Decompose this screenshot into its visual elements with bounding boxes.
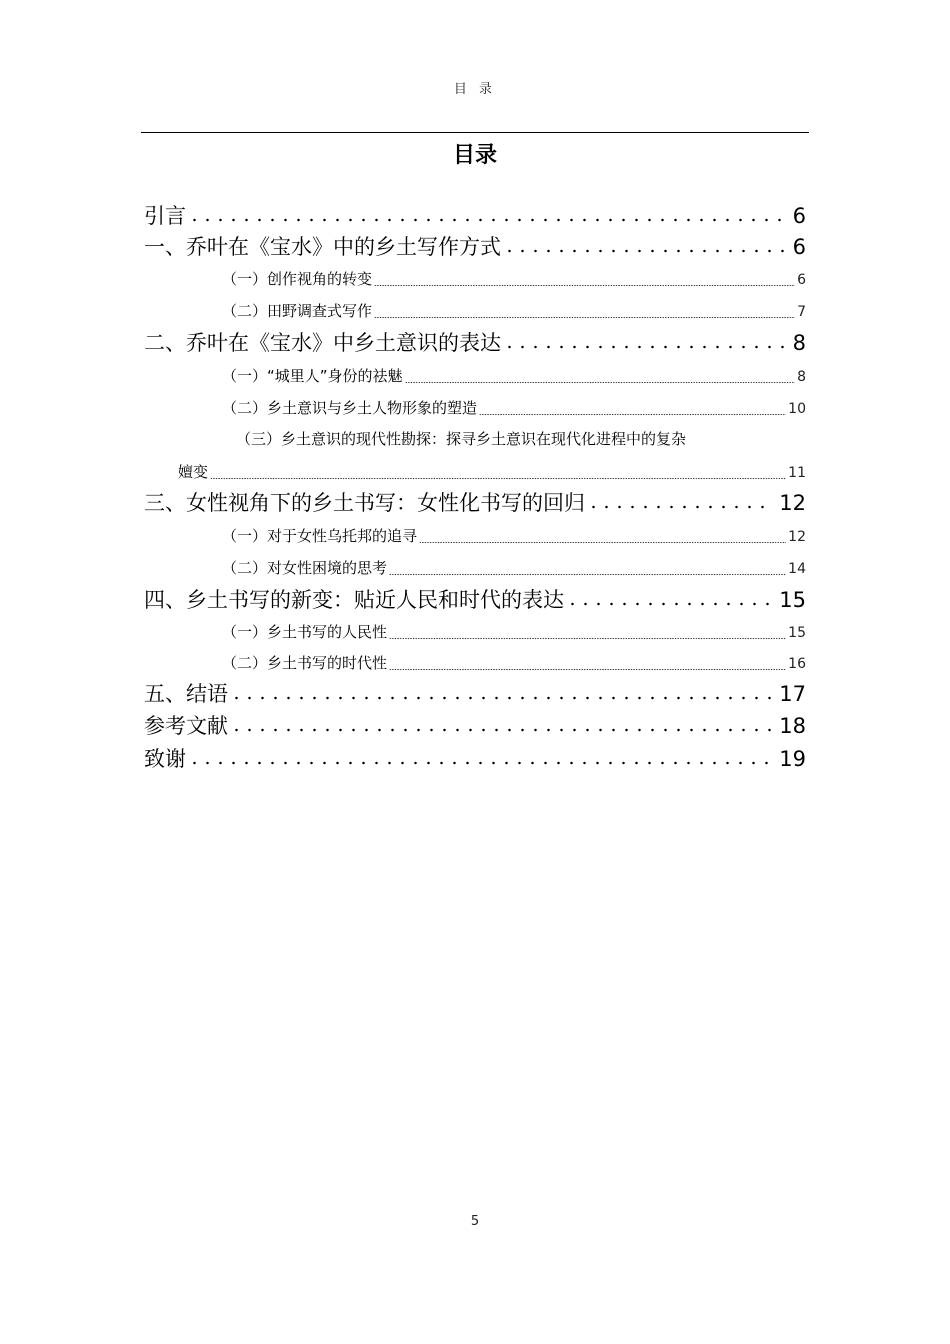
toc-entry-page: 17 xyxy=(779,682,806,706)
toc-entry-label: 五、结语 xyxy=(144,682,228,706)
toc-entry-page: 16 xyxy=(788,656,806,672)
toc-entry-label: 二、乔叶在《宝水》中乡土意识的表达 xyxy=(144,331,501,355)
toc-entry-label: （一）乡土书写的人民性 xyxy=(222,623,388,641)
dot-leader xyxy=(188,217,785,223)
toc-entry-label: 嬗变 xyxy=(178,463,209,481)
toc-entry-page: 7 xyxy=(797,304,806,320)
toc-entry-page: 19 xyxy=(779,747,806,771)
dot-leader xyxy=(230,727,771,733)
toc-entry-label: （二）对女性困境的思考 xyxy=(222,559,388,577)
toc-entry-section-1-1[interactable] xyxy=(222,268,806,292)
dot-leader xyxy=(587,504,771,510)
toc-entry-section-2-2[interactable] xyxy=(222,397,806,421)
toc-entry-label: 引言 xyxy=(144,204,186,228)
dot-leader xyxy=(479,413,786,416)
toc-entry-label: 致谢 xyxy=(144,747,186,771)
toc-entry-references[interactable] xyxy=(144,710,806,740)
toc-entry-page: 8 xyxy=(792,331,806,355)
toc-entry-label: 参考文献 xyxy=(144,714,228,738)
toc-entry-page: 6 xyxy=(797,272,806,288)
toc-entry-section-3-1[interactable] xyxy=(222,525,806,549)
toc-entry-label: （二）乡土书写的时代性 xyxy=(222,654,388,672)
toc-entry-section-2-3[interactable] xyxy=(178,461,806,485)
dot-leader xyxy=(389,668,786,671)
toc-entry-section-4-1[interactable] xyxy=(222,621,806,645)
dot-leader xyxy=(374,316,795,319)
toc-entry-label: （一）“城里人”身份的祛魅 xyxy=(222,367,403,385)
header-rule xyxy=(141,132,809,133)
dot-leader xyxy=(230,695,771,701)
toc-entry-conclusion[interactable] xyxy=(144,678,806,708)
toc-entry-label: 一、乔叶在《宝水》中的乡土写作方式 xyxy=(144,235,501,259)
dot-leader xyxy=(405,381,796,384)
dot-leader xyxy=(374,284,795,287)
dot-leader xyxy=(389,573,786,576)
toc-entry-section-2-1[interactable] xyxy=(222,365,806,389)
toc-entry-page: 6 xyxy=(792,235,806,259)
toc-entry-acknowledgements[interactable] xyxy=(144,743,806,773)
toc-entry-page: 10 xyxy=(788,401,806,417)
toc-entry-page: 6 xyxy=(792,204,806,228)
dot-leader xyxy=(188,760,771,766)
toc-entry-chapter-1[interactable] xyxy=(144,231,806,261)
dot-leader xyxy=(389,637,786,640)
toc-entry-chapter-3[interactable] xyxy=(144,487,806,517)
toc-entry-page: 12 xyxy=(788,529,806,545)
toc-entry-page: 11 xyxy=(788,465,806,481)
toc-entry-label: （一）创作视角的转变 xyxy=(222,270,373,288)
toc-entry-intro[interactable] xyxy=(144,200,806,230)
toc-entry-chapter-2[interactable] xyxy=(144,327,806,357)
toc-entry-page: 8 xyxy=(797,369,806,385)
toc-entry-label: （二）田野调查式写作 xyxy=(222,302,373,320)
page-number: 5 xyxy=(470,1214,480,1229)
toc-entry-section-4-2[interactable] xyxy=(222,652,806,676)
toc-entry-page: 14 xyxy=(788,561,806,577)
dot-leader xyxy=(503,344,785,350)
dot-leader xyxy=(419,541,786,544)
toc-entry-label: 三、女性视角下的乡土书写：女性化书写的回归 xyxy=(144,491,585,515)
toc-entry-label: （二）乡土意识与乡土人物形象的塑造 xyxy=(222,399,478,417)
toc-entry-page: 15 xyxy=(779,588,806,612)
toc-entry-chapter-4[interactable] xyxy=(144,584,806,614)
toc-entry-section-1-2[interactable] xyxy=(222,300,806,324)
toc-entry-label: （一）对于女性乌托邦的追寻 xyxy=(222,527,418,545)
running-header: 目 录 xyxy=(453,82,497,97)
dot-leader xyxy=(503,248,785,254)
dot-leader xyxy=(566,601,771,607)
toc-title: 目录 xyxy=(452,143,497,168)
toc-entry-page: 18 xyxy=(779,714,806,738)
toc-entry-page: 15 xyxy=(788,625,806,641)
toc-entry-label: 四、乡土书写的新变：贴近人民和时代的表达 xyxy=(144,588,564,612)
toc-entry-page: 12 xyxy=(779,491,806,515)
dot-leader xyxy=(210,477,786,480)
toc-entry-section-2-3-line1[interactable]: （三）乡土意识的现代性勘探：探寻乡土意识在现代化进程中的复杂 xyxy=(236,430,687,448)
toc-entry-section-3-2[interactable] xyxy=(222,557,806,581)
